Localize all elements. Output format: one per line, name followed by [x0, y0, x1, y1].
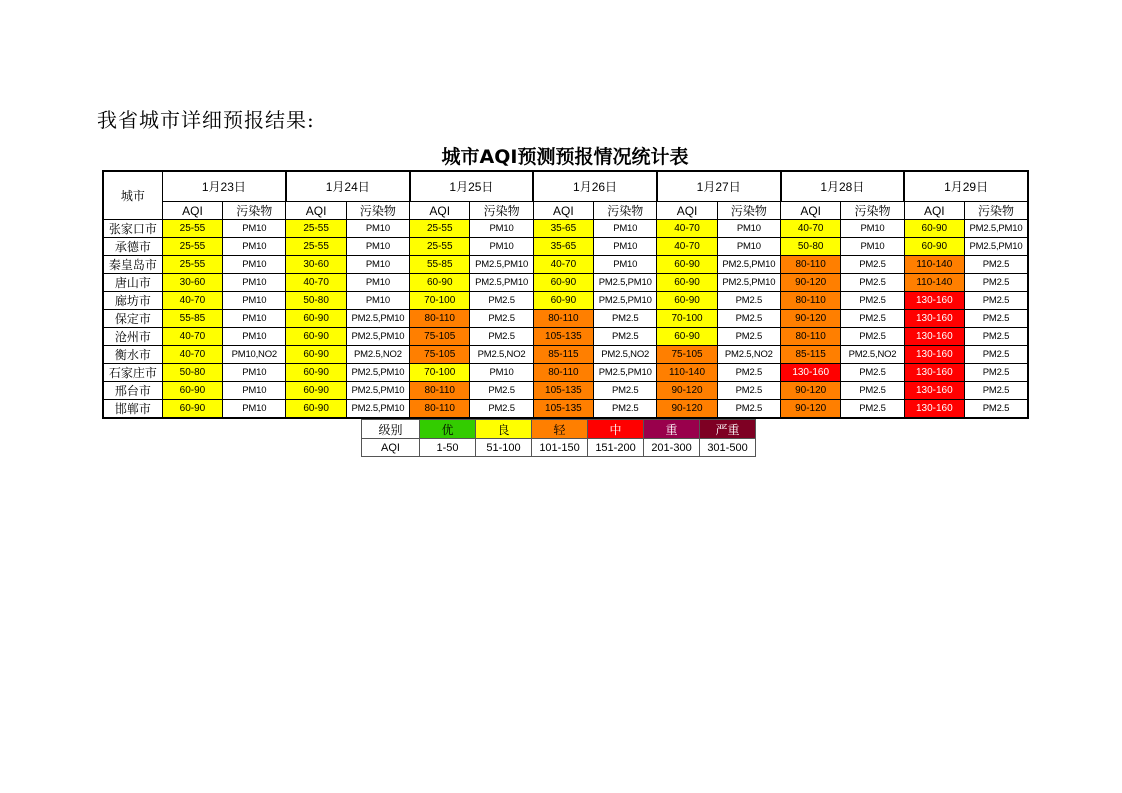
- pollutant-value: PM2.5: [470, 310, 533, 328]
- pollutant-value: PM2.5: [964, 328, 1028, 346]
- pollutant-value: PM10: [594, 256, 657, 274]
- aqi-value: 110-140: [904, 256, 964, 274]
- date-header: 1月29日: [904, 171, 1028, 202]
- aqi-value: 60-90: [286, 346, 346, 364]
- aqi-value: 40-70: [286, 274, 346, 292]
- aqi-subheader: AQI: [410, 202, 470, 220]
- pollutant-value: PM10: [594, 220, 657, 238]
- aqi-value: 40-70: [657, 220, 717, 238]
- date-header: 1月27日: [657, 171, 781, 202]
- pollutant-value: PM2.5,PM10: [964, 238, 1028, 256]
- legend-level-range: 101-150: [532, 439, 588, 457]
- pollutant-value: PM2.5,PM10: [346, 364, 409, 382]
- aqi-value: 60-90: [162, 400, 222, 419]
- legend-level-range: 151-200: [588, 439, 644, 457]
- aqi-value: 50-80: [162, 364, 222, 382]
- pollutant-value: PM2.5: [470, 382, 533, 400]
- legend-level-range: 201-300: [644, 439, 700, 457]
- table-row: [103, 382, 1028, 400]
- aqi-value: 130-160: [904, 364, 964, 382]
- table-row: [103, 328, 1028, 346]
- pollutant-value: PM10: [223, 274, 286, 292]
- city-name: 承德市: [103, 238, 162, 256]
- pollutant-value: PM10: [841, 220, 904, 238]
- pollutant-value: PM2.5,NO2: [841, 346, 904, 364]
- aqi-value: 130-160: [904, 292, 964, 310]
- aqi-value: 85-115: [533, 346, 593, 364]
- pollutant-value: PM10: [346, 256, 409, 274]
- aqi-value: 90-120: [657, 400, 717, 419]
- city-name: 廊坊市: [103, 292, 162, 310]
- pollutant-value: PM2.5: [964, 346, 1028, 364]
- pollutant-value: PM2.5: [964, 364, 1028, 382]
- aqi-subheader: AQI: [162, 202, 222, 220]
- table-row: [103, 220, 1028, 238]
- pollutant-value: PM2.5,PM10: [346, 328, 409, 346]
- pollutant-subheader: 污染物: [594, 202, 657, 220]
- pollutant-value: PM2.5: [594, 310, 657, 328]
- pollutant-value: PM2.5,PM10: [717, 274, 780, 292]
- pollutant-value: PM10: [223, 238, 286, 256]
- table-row: [103, 292, 1028, 310]
- aqi-value: 30-60: [286, 256, 346, 274]
- pollutant-value: PM2.5: [841, 328, 904, 346]
- aqi-value: 60-90: [286, 364, 346, 382]
- pollutant-subheader: 污染物: [470, 202, 533, 220]
- table-row: [103, 274, 1028, 292]
- pollutant-value: PM2.5: [841, 256, 904, 274]
- pollutant-value: PM2.5,PM10: [594, 292, 657, 310]
- aqi-value: 105-135: [533, 400, 593, 419]
- date-header: 1月26日: [533, 171, 657, 202]
- aqi-value: 80-110: [533, 310, 593, 328]
- aqi-value: 40-70: [657, 238, 717, 256]
- pollutant-value: PM2.5: [717, 310, 780, 328]
- pollutant-value: PM2.5,PM10: [346, 310, 409, 328]
- pollutant-value: PM10: [223, 382, 286, 400]
- aqi-value: 60-90: [533, 274, 593, 292]
- legend-level-range: 1-50: [420, 439, 476, 457]
- aqi-value: 130-160: [904, 328, 964, 346]
- pollutant-value: PM2.5,PM10: [717, 256, 780, 274]
- aqi-value: 25-55: [286, 220, 346, 238]
- pollutant-value: PM2.5,NO2: [346, 346, 409, 364]
- pollutant-value: PM2.5,NO2: [594, 346, 657, 364]
- aqi-value: 70-100: [410, 292, 470, 310]
- pollutant-value: PM2.5,PM10: [346, 400, 409, 419]
- pollutant-value: PM2.5: [964, 310, 1028, 328]
- aqi-value: 25-55: [162, 256, 222, 274]
- pollutant-value: PM10: [346, 238, 409, 256]
- pollutant-value: PM2.5,PM10: [470, 256, 533, 274]
- pollutant-value: PM10: [223, 364, 286, 382]
- legend-level-range: 301-500: [700, 439, 756, 457]
- pollutant-value: PM10: [841, 238, 904, 256]
- aqi-forecast-table: [102, 170, 1029, 419]
- aqi-subheader: AQI: [657, 202, 717, 220]
- aqi-value: 60-90: [286, 400, 346, 419]
- city-name: 唐山市: [103, 274, 162, 292]
- aqi-value: 80-110: [410, 382, 470, 400]
- date-header: 1月25日: [410, 171, 534, 202]
- pollutant-value: PM2.5: [470, 328, 533, 346]
- aqi-value: 130-160: [904, 382, 964, 400]
- pollutant-value: PM2.5: [964, 382, 1028, 400]
- aqi-value: 70-100: [410, 364, 470, 382]
- aqi-value: 80-110: [781, 292, 841, 310]
- pollutant-value: PM2.5: [841, 400, 904, 419]
- aqi-value: 60-90: [533, 292, 593, 310]
- aqi-value: 60-90: [657, 292, 717, 310]
- city-name: 张家口市: [103, 220, 162, 238]
- legend-level-range: 51-100: [476, 439, 532, 457]
- table-row: [103, 400, 1028, 419]
- aqi-value: 35-65: [533, 220, 593, 238]
- legend-level-name: 严重: [700, 420, 756, 439]
- pollutant-value: PM10: [223, 292, 286, 310]
- aqi-value: 55-85: [410, 256, 470, 274]
- pollutant-subheader: 污染物: [964, 202, 1028, 220]
- aqi-value: 40-70: [162, 346, 222, 364]
- aqi-value: 110-140: [904, 274, 964, 292]
- aqi-value: 50-80: [781, 238, 841, 256]
- aqi-value: 85-115: [781, 346, 841, 364]
- city-name: 衡水市: [103, 346, 162, 364]
- aqi-value: 110-140: [657, 364, 717, 382]
- aqi-value: 40-70: [781, 220, 841, 238]
- aqi-value: 60-90: [286, 382, 346, 400]
- aqi-value: 80-110: [781, 256, 841, 274]
- aqi-value: 90-120: [657, 382, 717, 400]
- pollutant-value: PM10: [717, 220, 780, 238]
- table-row: [103, 346, 1028, 364]
- pollutant-value: PM10: [594, 238, 657, 256]
- pollutant-value: PM2.5: [717, 400, 780, 419]
- intro-text: 我省城市详细预报结果:: [97, 108, 315, 132]
- aqi-value: 55-85: [162, 310, 222, 328]
- table-row: [103, 364, 1028, 382]
- aqi-value: 40-70: [533, 256, 593, 274]
- pollutant-value: PM2.5: [841, 310, 904, 328]
- legend-level-name: 优: [420, 420, 476, 439]
- aqi-value: 130-160: [904, 310, 964, 328]
- table-row: [103, 238, 1028, 256]
- legend-aqi-label: AQI: [362, 439, 420, 457]
- aqi-subheader: AQI: [533, 202, 593, 220]
- date-header: 1月23日: [162, 171, 286, 202]
- aqi-value: 105-135: [533, 382, 593, 400]
- aqi-value: 60-90: [657, 274, 717, 292]
- aqi-value: 60-90: [162, 382, 222, 400]
- aqi-value: 25-55: [410, 220, 470, 238]
- aqi-value: 60-90: [410, 274, 470, 292]
- aqi-value: 70-100: [657, 310, 717, 328]
- pollutant-value: PM2.5: [470, 400, 533, 419]
- aqi-value: 90-120: [781, 274, 841, 292]
- table-title: 城市AQI预测预报情况统计表: [441, 146, 689, 168]
- pollutant-value: PM2.5: [964, 292, 1028, 310]
- aqi-value: 80-110: [781, 328, 841, 346]
- pollutant-value: PM10: [470, 364, 533, 382]
- pollutant-value: PM10: [470, 220, 533, 238]
- pollutant-value: PM2.5: [964, 274, 1028, 292]
- aqi-subheader: AQI: [781, 202, 841, 220]
- aqi-subheader: AQI: [904, 202, 964, 220]
- aqi-value: 130-160: [781, 364, 841, 382]
- pollutant-subheader: 污染物: [346, 202, 409, 220]
- pollutant-value: PM10: [223, 220, 286, 238]
- city-name: 保定市: [103, 310, 162, 328]
- aqi-value: 35-65: [533, 238, 593, 256]
- aqi-value: 40-70: [162, 328, 222, 346]
- pollutant-value: PM2.5,PM10: [964, 220, 1028, 238]
- pollutant-value: PM2.5: [594, 328, 657, 346]
- city-name: 沧州市: [103, 328, 162, 346]
- pollutant-value: PM2.5: [964, 400, 1028, 419]
- aqi-value: 60-90: [904, 220, 964, 238]
- pollutant-value: PM10,NO2: [223, 346, 286, 364]
- pollutant-value: PM10: [223, 256, 286, 274]
- table-row: [103, 310, 1028, 328]
- city-name: 石家庄市: [103, 364, 162, 382]
- pollutant-value: PM2.5: [841, 364, 904, 382]
- pollutant-value: PM2.5,PM10: [470, 274, 533, 292]
- legend-level-name: 良: [476, 420, 532, 439]
- pollutant-value: PM2.5,PM10: [594, 364, 657, 382]
- aqi-value: 25-55: [162, 238, 222, 256]
- aqi-value: 60-90: [657, 328, 717, 346]
- pollutant-value: PM10: [223, 328, 286, 346]
- legend-level-name: 中: [588, 420, 644, 439]
- pollutant-value: PM2.5: [717, 364, 780, 382]
- aqi-value: 25-55: [286, 238, 346, 256]
- pollutant-value: PM2.5,PM10: [594, 274, 657, 292]
- legend-level-label: 级别: [362, 420, 420, 439]
- aqi-value: 80-110: [410, 310, 470, 328]
- aqi-value: 60-90: [286, 310, 346, 328]
- aqi-subheader: AQI: [286, 202, 346, 220]
- pollutant-subheader: 污染物: [841, 202, 904, 220]
- aqi-value: 75-105: [410, 328, 470, 346]
- aqi-value: 25-55: [410, 238, 470, 256]
- legend-level-name: 重: [644, 420, 700, 439]
- city-name: 邢台市: [103, 382, 162, 400]
- pollutant-value: PM2.5: [841, 382, 904, 400]
- aqi-value: 130-160: [904, 346, 964, 364]
- aqi-value: 90-120: [781, 400, 841, 419]
- city-name: 邯郸市: [103, 400, 162, 419]
- pollutant-value: PM10: [223, 400, 286, 419]
- pollutant-value: PM10: [470, 238, 533, 256]
- pollutant-value: PM2.5,NO2: [470, 346, 533, 364]
- pollutant-value: PM2.5: [717, 292, 780, 310]
- aqi-legend-table: [361, 419, 756, 457]
- aqi-value: 80-110: [533, 364, 593, 382]
- pollutant-value: PM2.5: [964, 256, 1028, 274]
- aqi-value: 60-90: [904, 238, 964, 256]
- date-header: 1月24日: [286, 171, 410, 202]
- aqi-value: 80-110: [410, 400, 470, 419]
- pollutant-value: PM2.5: [717, 382, 780, 400]
- table-row: [103, 256, 1028, 274]
- aqi-value: 105-135: [533, 328, 593, 346]
- legend-level-name: 轻: [532, 420, 588, 439]
- pollutant-value: PM2.5: [594, 382, 657, 400]
- pollutant-value: PM2.5,NO2: [717, 346, 780, 364]
- pollutant-subheader: 污染物: [223, 202, 286, 220]
- aqi-value: 130-160: [904, 400, 964, 419]
- pollutant-value: PM10: [346, 220, 409, 238]
- aqi-value: 90-120: [781, 382, 841, 400]
- aqi-value: 50-80: [286, 292, 346, 310]
- city-column-header: 城市: [103, 171, 162, 220]
- pollutant-value: PM2.5: [594, 400, 657, 419]
- pollutant-value: PM2.5: [841, 292, 904, 310]
- city-name: 秦皇岛市: [103, 256, 162, 274]
- pollutant-value: PM2.5: [841, 274, 904, 292]
- aqi-value: 25-55: [162, 220, 222, 238]
- aqi-value: 75-105: [410, 346, 470, 364]
- pollutant-value: PM2.5,PM10: [346, 382, 409, 400]
- aqi-value: 60-90: [286, 328, 346, 346]
- aqi-value: 30-60: [162, 274, 222, 292]
- pollutant-value: PM10: [346, 292, 409, 310]
- aqi-value: 60-90: [657, 256, 717, 274]
- pollutant-value: PM10: [346, 274, 409, 292]
- aqi-value: 75-105: [657, 346, 717, 364]
- pollutant-subheader: 污染物: [717, 202, 780, 220]
- aqi-value: 40-70: [162, 292, 222, 310]
- date-header: 1月28日: [781, 171, 905, 202]
- pollutant-value: PM10: [717, 238, 780, 256]
- pollutant-value: PM10: [223, 310, 286, 328]
- aqi-value: 90-120: [781, 310, 841, 328]
- pollutant-value: PM2.5: [470, 292, 533, 310]
- pollutant-value: PM2.5: [717, 328, 780, 346]
